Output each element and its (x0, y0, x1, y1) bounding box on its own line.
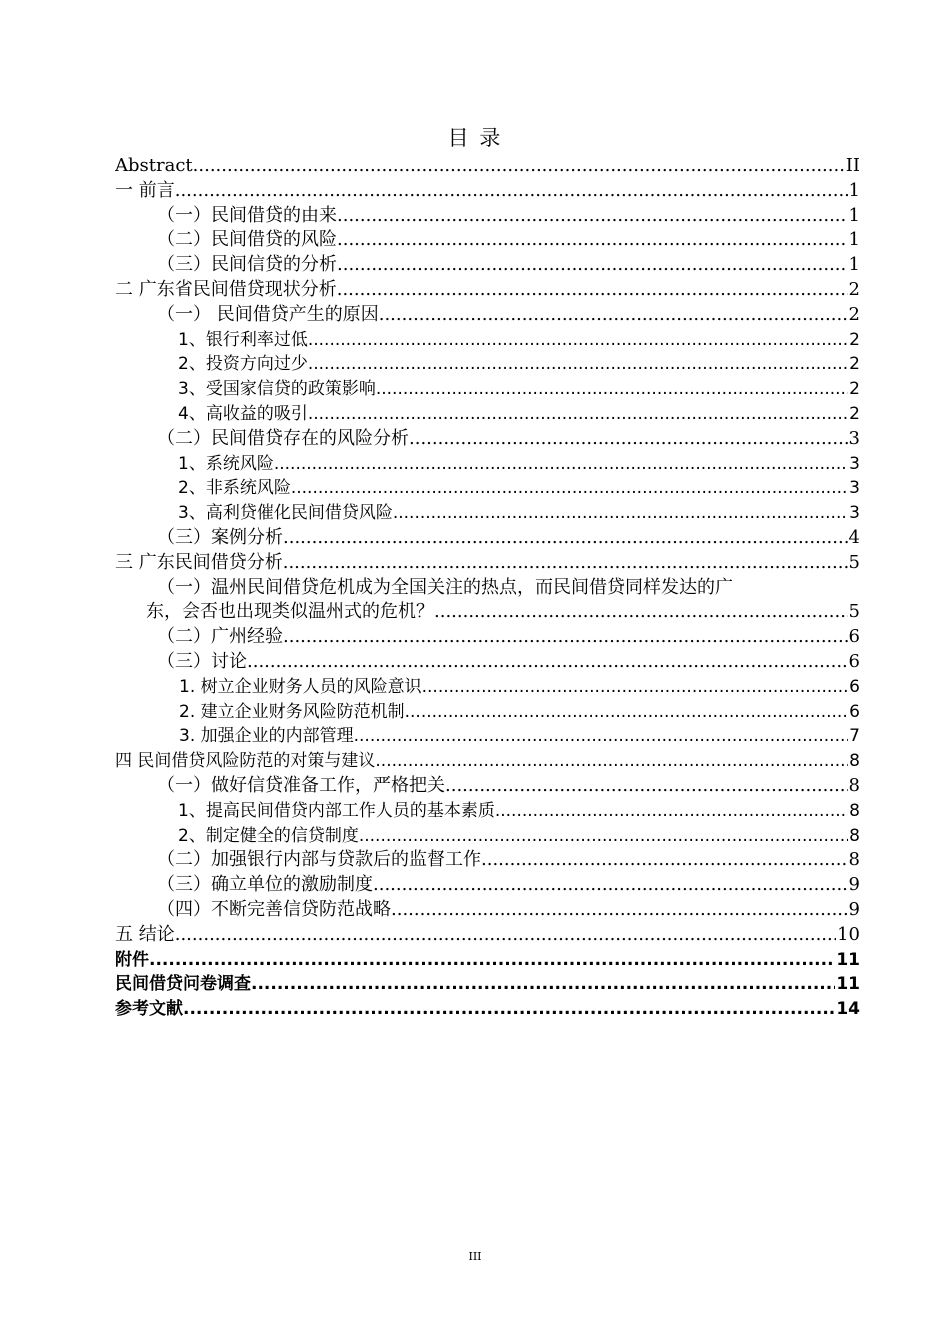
dot-leader (337, 253, 848, 278)
toc-entry[interactable] (115, 650, 860, 675)
dot-leader (373, 873, 848, 898)
toc-entry[interactable] (115, 948, 860, 973)
toc-entry[interactable] (115, 253, 860, 278)
toc-entry[interactable] (115, 204, 860, 229)
toc-page-number: 2 (848, 278, 860, 300)
toc-entry-wrapped-line[interactable]: （一）温州民间借贷危机成为全国关注的热点，而民间借贷同样发达的广 (157, 576, 733, 598)
dot-leader (445, 774, 848, 799)
toc-entry[interactable] (115, 352, 860, 377)
toc-entry[interactable] (115, 972, 860, 997)
dot-leader (193, 154, 845, 179)
dot-leader (251, 972, 835, 997)
toc-entry[interactable] (115, 898, 860, 923)
toc-entry-text: 1、银行利率过低 (178, 329, 308, 350)
toc-entry-text: 2、制定健全的信贷制度 (178, 825, 359, 846)
toc-page-number: 8 (849, 800, 860, 821)
toc-entry[interactable] (115, 303, 860, 328)
toc-entry-text: 3、受国家信贷的政策影响 (178, 379, 376, 400)
toc-entry-text: 一 前言 (115, 179, 175, 201)
toc-entry[interactable] (115, 476, 860, 501)
toc-page-number: 3 (849, 478, 860, 499)
dot-leader (376, 377, 848, 402)
toc-entry[interactable] (115, 724, 860, 749)
toc-page-number: 8 (849, 751, 860, 772)
toc-entry-text: （二）广州经验 (157, 626, 283, 648)
dot-leader (283, 625, 848, 650)
toc-entry[interactable] (115, 551, 860, 576)
toc-page-number: 2 (848, 303, 860, 325)
dot-leader (481, 848, 848, 873)
toc-page-number: 1 (848, 229, 860, 251)
toc-entry-text: 2、投资方向过少 (178, 354, 308, 375)
toc-page-number: 11 (836, 949, 860, 970)
dot-leader (393, 501, 848, 526)
toc-entry-text: 3、高利贷催化民间借贷风险 (178, 503, 393, 524)
toc-entry[interactable] (115, 278, 860, 303)
toc-entry[interactable] (115, 997, 860, 1022)
toc-entry[interactable] (115, 799, 860, 824)
toc-entry-text: 三 广东民间借贷分析 (115, 551, 283, 573)
toc-page-number: 3 (848, 427, 860, 449)
toc-page-number: 6 (848, 626, 860, 648)
toc-page-number: 10 (837, 923, 860, 945)
dot-leader (308, 328, 848, 353)
toc-page-number: 14 (836, 999, 860, 1020)
dot-leader (495, 799, 848, 824)
dot-leader (354, 724, 849, 749)
toc-entry-text: （一） 民间借贷产生的原因 (157, 303, 379, 325)
toc-entry-text: 四 民间借贷风险防范的对策与建议 (115, 751, 376, 772)
dot-leader (247, 650, 848, 675)
toc-page-number: 6 (848, 650, 860, 672)
toc-page-number: II (845, 155, 860, 176)
toc-entry-text: （三）民间信贷的分析 (157, 254, 337, 276)
toc-entry-text: 东，会否也出现类似温州式的危机？ (146, 601, 434, 623)
toc-entry[interactable] (115, 328, 860, 353)
dot-leader (175, 923, 836, 948)
dot-leader (149, 948, 835, 973)
dot-leader (274, 452, 848, 477)
toc-page-number: 1 (848, 254, 860, 276)
toc-page-number: 8 (848, 849, 860, 871)
dot-leader (283, 526, 848, 551)
toc-entry[interactable] (115, 228, 860, 253)
dot-leader (337, 204, 848, 229)
toc-page-number: 8 (849, 825, 860, 846)
page-title: 目 录 (447, 126, 503, 150)
dot-leader (337, 278, 848, 303)
toc-entry-text: （三）讨论 (157, 650, 247, 672)
page-footer-number: III (468, 1250, 482, 1263)
dot-leader (405, 700, 849, 725)
toc-entry-text: （三）案例分析 (157, 526, 283, 548)
toc-entry-text: （一）做好信贷准备工作，严格把关 (157, 774, 445, 796)
dot-leader (283, 551, 848, 576)
toc-entry-text: 2. 建立企业财务风险防范机制 (179, 701, 405, 722)
toc-entry-text: 1. 树立企业财务人员的风险意识 (179, 676, 422, 697)
toc-entry-text: （二）民间借贷存在的风险分析 (157, 427, 409, 449)
toc-entry-text: 附件 (115, 949, 149, 970)
toc-entry[interactable] (115, 600, 860, 625)
toc-entry[interactable] (115, 774, 860, 799)
toc-entry-text: 4、高收益的吸引 (178, 403, 308, 424)
dot-leader (183, 997, 835, 1022)
toc-page-number: 9 (848, 874, 860, 896)
toc-entry[interactable] (115, 154, 860, 179)
toc-entry[interactable] (115, 675, 860, 700)
toc-page-number: 3 (849, 503, 860, 524)
dot-leader (359, 824, 848, 849)
toc-page-number: 7 (849, 726, 860, 747)
toc-entry-text: 二 广东省民间借贷现状分析 (115, 278, 337, 300)
dot-leader (422, 675, 849, 700)
dot-leader (379, 303, 848, 328)
dot-leader (434, 600, 848, 625)
toc-page-number: 5 (848, 601, 860, 623)
toc-page-number: 2 (849, 403, 860, 424)
toc-entry[interactable] (115, 402, 860, 427)
toc-entry[interactable] (115, 427, 860, 452)
toc-entry[interactable] (115, 873, 860, 898)
toc-entry-text: 2、非系统风险 (178, 478, 291, 499)
toc-entry-text: （三）确立单位的激励制度 (157, 874, 373, 896)
toc-entry-text: （二）加强银行内部与贷款后的监督工作 (157, 849, 481, 871)
toc-page-number: 1 (848, 179, 860, 201)
toc-page-number: 8 (848, 774, 860, 796)
toc-entry[interactable] (115, 749, 860, 774)
toc-entry[interactable] (115, 824, 860, 849)
toc-entry[interactable] (115, 923, 860, 948)
toc-page-number: 2 (849, 329, 860, 350)
toc-page-number: 2 (849, 379, 860, 400)
table-of-contents (115, 154, 860, 1022)
toc-entry-text: 参考文献 (115, 999, 183, 1020)
toc-entry-text: Abstract (115, 155, 193, 176)
toc-page-number: 3 (849, 453, 860, 474)
toc-entry-text: 民间借贷问卷调查 (115, 974, 251, 995)
toc-page-number: 6 (849, 701, 860, 722)
toc-page-number: 11 (836, 974, 860, 995)
toc-page-number: 6 (849, 676, 860, 697)
toc-entry[interactable] (115, 700, 860, 725)
toc-page-number: 4 (848, 526, 860, 548)
dot-leader (175, 179, 848, 204)
toc-page-number: 1 (848, 204, 860, 226)
dot-leader (391, 898, 848, 923)
dot-leader (308, 402, 848, 427)
dot-leader (337, 228, 848, 253)
toc-page-number: 9 (848, 898, 860, 920)
toc-entry-text: 3. 加强企业的内部管理 (179, 726, 354, 747)
toc-entry-text: （四）不断完善信贷防范战略 (157, 898, 391, 920)
toc-entry[interactable] (115, 179, 860, 204)
toc-page-number: 2 (849, 354, 860, 375)
toc-entry[interactable] (115, 501, 860, 526)
toc-entry[interactable] (115, 625, 860, 650)
toc-entry-text: 1、系统风险 (178, 453, 274, 474)
toc-entry-text: 五 结论 (115, 923, 175, 945)
toc-entry-text: （二）民间借贷的风险 (157, 229, 337, 251)
toc-entry[interactable] (115, 452, 860, 477)
toc-entry-text: （一）民间借贷的由来 (157, 204, 337, 226)
dot-leader (375, 749, 848, 774)
toc-entry[interactable] (115, 848, 860, 873)
toc-page-number: 5 (848, 551, 860, 573)
dot-leader (291, 476, 848, 501)
toc-entry[interactable] (115, 526, 860, 551)
toc-entry-text: 1、提高民间借贷内部工作人员的基本素质 (178, 800, 495, 821)
toc-entry[interactable] (115, 377, 860, 402)
dot-leader (409, 427, 848, 452)
dot-leader (308, 352, 848, 377)
